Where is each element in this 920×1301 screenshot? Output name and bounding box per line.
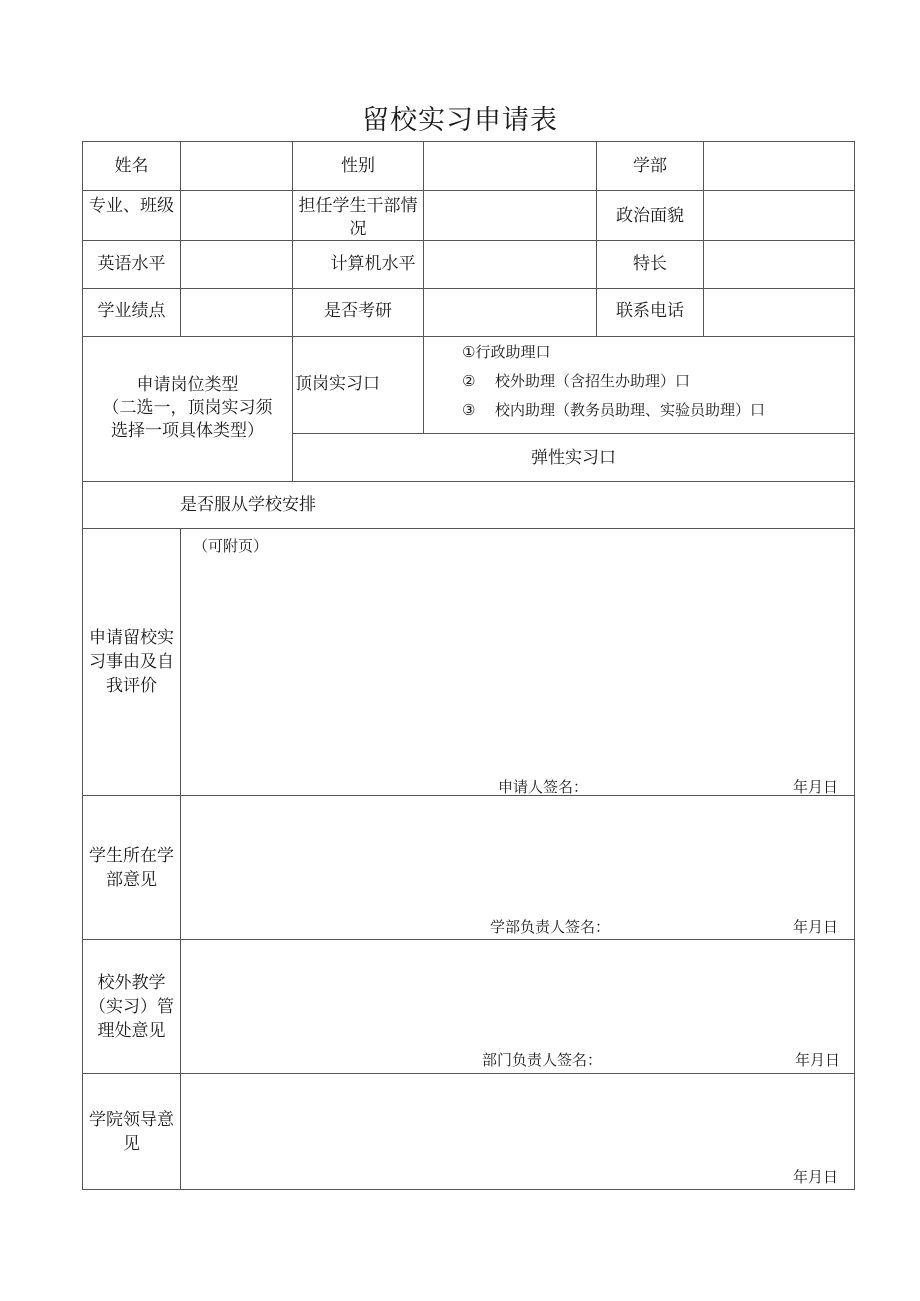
office-date: 年月日 — [795, 1051, 841, 1069]
label-leader-line2: 见 — [123, 1134, 140, 1154]
row-divider — [82, 795, 855, 796]
label-dept-opinion-line2: 部意见 — [106, 870, 157, 890]
row-divider — [292, 433, 855, 434]
row-divider — [82, 1073, 855, 1074]
column-divider — [423, 141, 424, 336]
computer-field[interactable] — [455, 242, 595, 287]
label-office-line2: （实习）管 — [89, 997, 174, 1017]
office-opinion-textarea[interactable] — [182, 941, 852, 1041]
label-position-note-line2: 选择一项具体类型） — [111, 421, 264, 441]
row-divider — [82, 240, 855, 241]
row-divider — [82, 481, 855, 482]
label-dept-opinion-line1: 学生所在学 — [89, 846, 174, 866]
label-department: 学部 — [633, 156, 667, 176]
label-office-line1: 校外教学 — [97, 973, 166, 993]
post-internship-checkbox[interactable]: 顶岗实习口 — [295, 374, 380, 394]
label-position-note-line1: （二选一，顶岗实习须 — [102, 398, 273, 418]
table-border-right — [854, 141, 855, 1190]
specialty-field[interactable] — [705, 242, 853, 287]
row-divider — [82, 528, 855, 529]
label-reason-line1: 申请留校实 — [89, 628, 174, 648]
english-field[interactable] — [182, 242, 291, 287]
label-postgrad: 是否考研 — [324, 301, 392, 321]
label-reason-line2: 习事由及自 — [89, 652, 174, 672]
label-reason-line3: 我评价 — [106, 676, 157, 696]
row-divider — [82, 190, 855, 191]
label-obey-arrangement: 是否服从学校安排 — [180, 495, 316, 515]
political-field[interactable] — [705, 192, 853, 239]
label-name: 姓名 — [114, 156, 149, 176]
gpa-field[interactable] — [182, 290, 291, 335]
row-divider — [82, 336, 855, 337]
postgrad-field[interactable] — [425, 290, 595, 335]
leader-date: 年月日 — [793, 1168, 839, 1186]
label-major-class: 专业、班级 — [89, 196, 174, 216]
option-admin-assistant-checkbox[interactable]: ①行政助理口 — [462, 343, 551, 361]
dept-signature-label: 学部负责人签名： — [490, 918, 611, 936]
row-divider — [82, 288, 855, 289]
phone-field[interactable] — [705, 290, 853, 335]
major-class-field[interactable] — [182, 192, 291, 239]
label-position-type: 申请岗位类型 — [136, 375, 239, 395]
column-divider — [703, 141, 704, 336]
option3-number: ③ — [462, 401, 476, 419]
option-external-assistant-checkbox[interactable]: 校外助理（含招生办助理）口 — [495, 372, 691, 390]
flexible-internship-checkbox[interactable]: 弹性实习口 — [531, 448, 616, 468]
label-specialty: 特长 — [633, 254, 667, 274]
page-title: 留校实习申请表 — [362, 105, 558, 136]
label-computer: 计算机水平 — [330, 254, 416, 274]
name-field[interactable] — [182, 143, 291, 189]
option2-number: ② — [462, 372, 476, 390]
department-field[interactable] — [705, 143, 853, 189]
label-political: 政治面貌 — [616, 206, 684, 226]
label-gender: 性别 — [341, 156, 375, 176]
applicant-date: 年月日 — [793, 778, 839, 796]
column-divider — [423, 336, 424, 433]
gender-field[interactable] — [425, 143, 595, 189]
label-office-line3: 理处意见 — [97, 1021, 166, 1041]
cadre-field[interactable] — [425, 192, 595, 239]
leader-opinion-textarea[interactable] — [182, 1075, 852, 1160]
dept-opinion-textarea[interactable] — [182, 797, 852, 907]
label-cadre-line1: 担任学生干部情 — [298, 196, 418, 216]
column-divider — [180, 528, 181, 1190]
applicant-signature-label: 申请人签名： — [498, 778, 589, 796]
table-border-bottom — [82, 1189, 855, 1190]
option-internal-assistant-checkbox[interactable]: 校内助理（教务员助理、实验员助理）口 — [495, 401, 766, 419]
label-phone: 联系电话 — [616, 301, 684, 321]
attach-note: （可附页） — [193, 537, 269, 555]
label-english: 英语水平 — [97, 254, 166, 274]
row-divider — [82, 939, 855, 940]
label-cadre-line2: 况 — [349, 219, 367, 239]
office-signature-label: 部门负责人签名： — [482, 1051, 603, 1069]
label-leader-line1: 学院领导意 — [89, 1110, 174, 1130]
dept-date: 年月日 — [793, 918, 839, 936]
reason-textarea[interactable] — [182, 560, 852, 775]
column-divider — [180, 141, 181, 336]
table-border-top — [82, 141, 855, 142]
label-gpa: 学业绩点 — [97, 301, 166, 321]
